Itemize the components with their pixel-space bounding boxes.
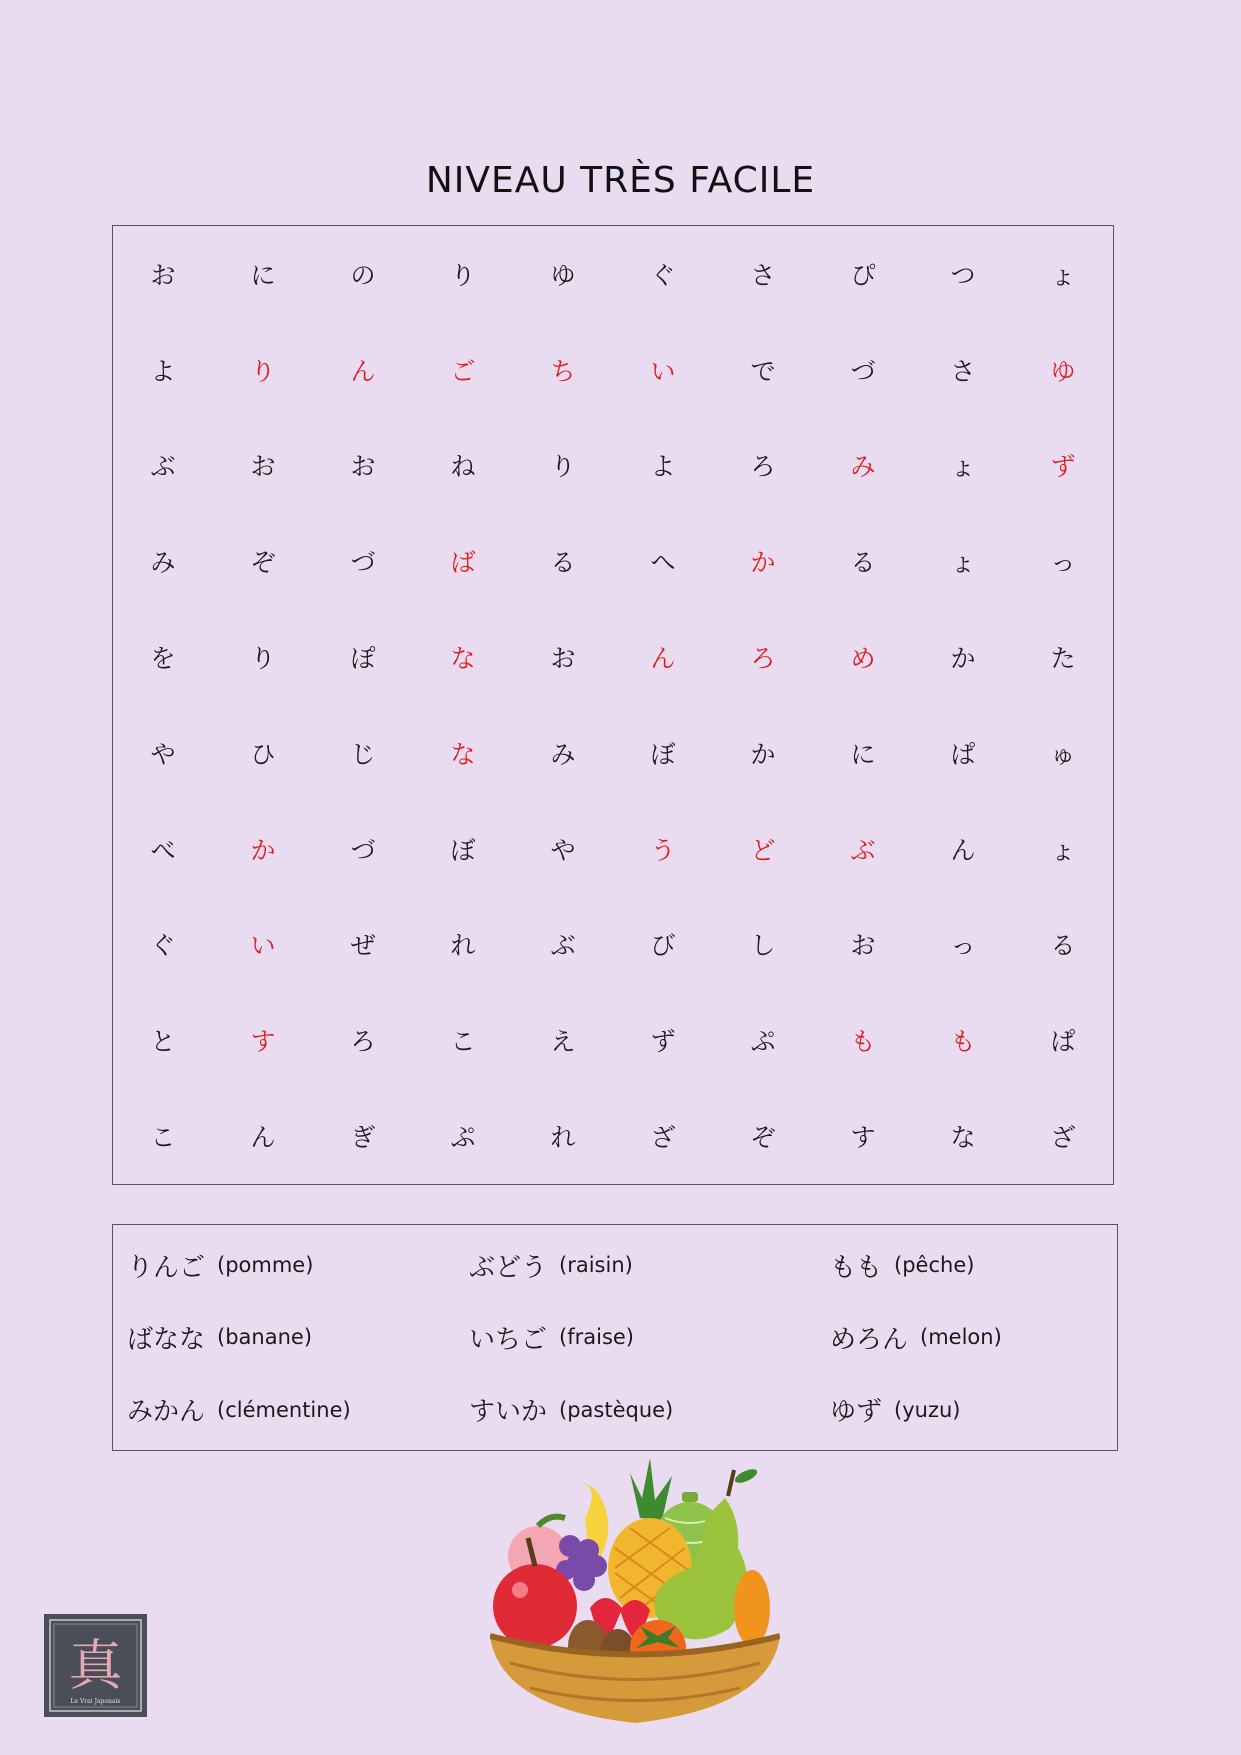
grid-cell: り [450, 260, 476, 290]
word-list-item [127, 1301, 469, 1373]
grid-cell: ろ [350, 1027, 376, 1057]
grid-cell: ろ [750, 452, 776, 482]
grid-cell: ず [650, 1027, 676, 1057]
grid-cell: ね [450, 452, 476, 482]
grid-cell: た [1050, 644, 1076, 674]
word-list-item [469, 1374, 830, 1446]
grid-cell: お [350, 452, 376, 482]
grid-cell: か [750, 739, 776, 769]
grid-cell: め [850, 644, 876, 674]
grid-cell: ぎ [350, 1123, 376, 1153]
grid-cell: す [250, 1027, 276, 1057]
grid-cell: ど [750, 835, 776, 865]
grid-cell: づ [350, 548, 376, 578]
grid-cell: ぶ [850, 835, 876, 865]
grid-cell: ぐ [150, 931, 176, 961]
grid-cell: り [250, 356, 276, 386]
grid-cell: も [850, 1027, 876, 1057]
logo-kanji: 真 [68, 1634, 123, 1697]
word-french: (raisin) [559, 1253, 633, 1278]
grid-cell: へ [650, 548, 676, 578]
word-french: (banane) [217, 1325, 313, 1350]
grid-cell: ざ [650, 1123, 676, 1153]
fruit-basket-icon [490, 1458, 780, 1726]
grid-cell: ん [950, 835, 976, 865]
grid-cell: ぞ [250, 548, 276, 578]
grid-cell: ょ [950, 452, 976, 482]
grid-cell: に [850, 739, 876, 769]
grid-cell: ぞ [750, 1123, 776, 1153]
grid-cell: る [1050, 931, 1076, 961]
grid-cell: お [850, 931, 876, 961]
grid-cell: ち [550, 356, 576, 386]
word-french: (clémentine) [217, 1397, 351, 1422]
grid-cell: を [150, 644, 176, 674]
grid-cell: ざ [1050, 1123, 1076, 1153]
grid-cell: ろ [750, 644, 776, 674]
word-search-grid [112, 225, 1114, 1185]
grid-cell: つ [950, 260, 976, 290]
grid-cell: か [250, 835, 276, 865]
word-french: (melon) [920, 1325, 1002, 1350]
grid-cell: お [250, 452, 276, 482]
word-japanese: ゆず [830, 1397, 883, 1428]
word-french: (yuzu) [894, 1397, 961, 1422]
grid-cell: ん [250, 1123, 276, 1153]
grid-cell: ず [1050, 452, 1076, 482]
grid-cell: り [550, 452, 576, 482]
grid-cell: じ [350, 739, 376, 769]
word-list-item [830, 1374, 1117, 1446]
grid-cell: や [150, 739, 176, 769]
logo [44, 1614, 147, 1717]
grid-cell: よ [650, 452, 676, 482]
grid-cell: づ [850, 356, 876, 386]
grid-cell: な [450, 739, 476, 769]
grid-cell: ぴ [850, 260, 876, 290]
grid-cell: っ [950, 931, 976, 961]
word-list-item [127, 1229, 469, 1301]
grid-cell: か [950, 644, 976, 674]
word-french: (fraise) [559, 1325, 634, 1350]
grid-cell: ぼ [650, 739, 676, 769]
grid-cell: れ [550, 1123, 576, 1153]
grid-cell: ぷ [450, 1123, 476, 1153]
grid-cell: ぱ [1050, 1027, 1076, 1057]
grid-cell: ば [450, 548, 476, 578]
grid-cell: よ [150, 356, 176, 386]
grid-cell: さ [750, 260, 776, 290]
grid-cell: す [850, 1123, 876, 1153]
grid-cell: れ [450, 931, 476, 961]
word-japanese: もも [830, 1252, 883, 1283]
word-list [112, 1224, 1118, 1451]
grid-cell: で [750, 356, 776, 386]
word-japanese: すいか [469, 1397, 548, 1428]
grid-cell: お [150, 260, 176, 290]
grid-cell: お [550, 644, 576, 674]
grid-cell: の [350, 260, 376, 290]
word-list-item [830, 1301, 1117, 1373]
word-french: (pastèque) [559, 1397, 674, 1422]
grid-cell: ょ [1050, 835, 1076, 865]
grid-cell: と [150, 1027, 176, 1057]
grid-cell: み [550, 739, 576, 769]
grid-cell: ゆ [550, 260, 576, 290]
grid-cell: こ [150, 1123, 176, 1153]
grid-cell: い [650, 356, 676, 386]
grid-cell: や [550, 835, 576, 865]
grid-cell: ょ [950, 548, 976, 578]
grid-cell: ご [450, 356, 476, 386]
grid-cell: ぼ [450, 835, 476, 865]
word-japanese: ぶどう [469, 1252, 548, 1283]
word-japanese: いちご [469, 1324, 548, 1355]
grid-cell: づ [350, 835, 376, 865]
grid-cell: ぜ [350, 931, 376, 961]
grid-cell: り [250, 644, 276, 674]
word-japanese: みかん [127, 1397, 206, 1428]
page-title: NIVEAU TRÈS FACILE [425, 160, 816, 201]
grid-cell: ん [650, 644, 676, 674]
grid-cell: い [250, 931, 276, 961]
grid-cell: な [950, 1123, 976, 1153]
grid-cell: る [850, 548, 876, 578]
grid-cell: な [450, 644, 476, 674]
grid-cell: る [550, 548, 576, 578]
grid-cell: ひ [250, 739, 276, 769]
word-french: (pomme) [217, 1253, 314, 1278]
grid-cell: ぶ [150, 452, 176, 482]
word-list-item [127, 1374, 469, 1446]
grid-cell: さ [950, 356, 976, 386]
word-japanese: めろん [830, 1324, 909, 1355]
grid-cell: ぷ [750, 1027, 776, 1057]
grid-cell: ぱ [950, 739, 976, 769]
grid-cell: ゅ [1050, 739, 1076, 769]
grid-cell: に [250, 260, 276, 290]
word-japanese: ばなな [127, 1324, 206, 1355]
word-list-item [469, 1301, 830, 1373]
grid-cell: ん [350, 356, 376, 386]
grid-cell: ょ [1050, 260, 1076, 290]
grid-cell: み [850, 452, 876, 482]
grid-cell: ぽ [350, 644, 376, 674]
grid-cell: っ [1050, 548, 1076, 578]
grid-cell: み [150, 548, 176, 578]
grid-cell: え [550, 1027, 576, 1057]
grid-cell: ぐ [650, 260, 676, 290]
word-list-item [830, 1229, 1117, 1301]
word-japanese: りんご [127, 1252, 206, 1283]
grid-cell: び [650, 931, 676, 961]
logo-caption: Le Vrai Japonais [70, 1698, 121, 1705]
grid-cell: ゆ [1050, 356, 1076, 386]
grid-cell: か [750, 548, 776, 578]
grid-cell: も [950, 1027, 976, 1057]
word-french: (pêche) [894, 1253, 975, 1278]
grid-cell: こ [450, 1027, 476, 1057]
grid-cell: ぶ [550, 931, 576, 961]
grid-cell: う [650, 835, 676, 865]
grid-cell: べ [150, 835, 176, 865]
word-list-item [469, 1229, 830, 1301]
grid-cell: し [750, 931, 776, 961]
